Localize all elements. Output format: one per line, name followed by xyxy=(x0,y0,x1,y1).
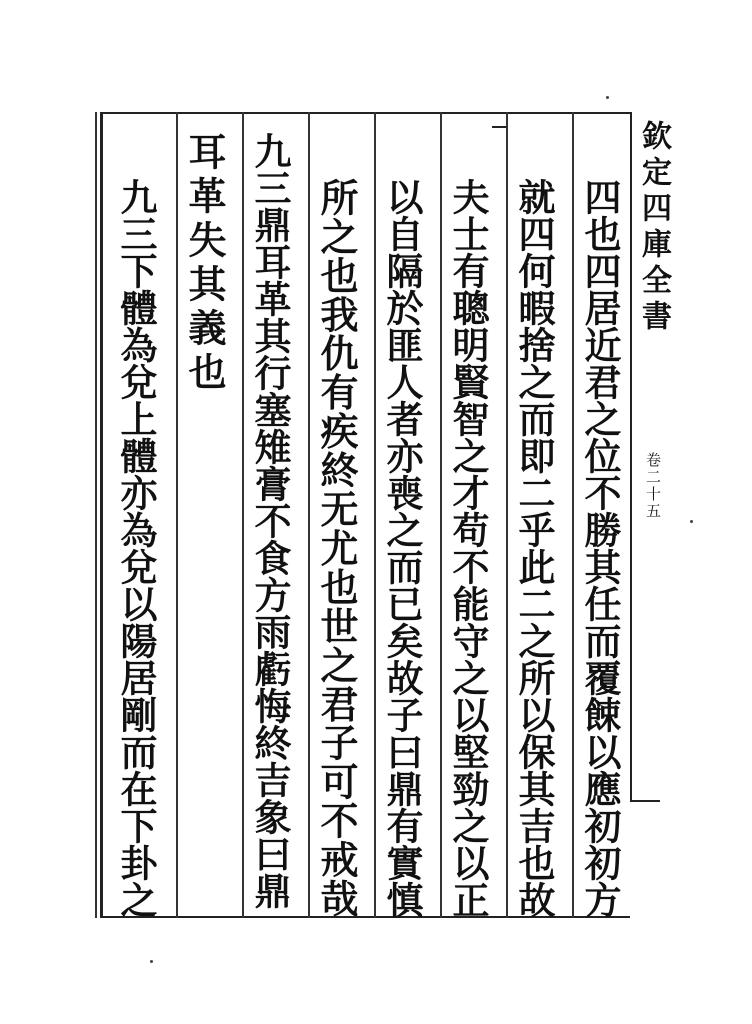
column-divider xyxy=(440,112,442,918)
text-column-8: 九三下體為兌上體亦為兌以陽居剛而在下卦之 xyxy=(114,178,158,918)
frame-left-rule xyxy=(95,112,97,918)
ink-speck xyxy=(606,96,609,99)
text-column-7: 耳革失其義也 xyxy=(182,132,227,396)
column-divider xyxy=(374,112,376,918)
text-column-4: 以自隔於匪人者亦喪之而已矣故子曰鼎有實慎 xyxy=(380,178,424,918)
ink-speck xyxy=(690,520,693,523)
text-column-5: 所之也我仇有疾終无尤也世之君子可不戒哉 xyxy=(314,178,359,918)
column-tab-mark xyxy=(492,126,506,128)
ink-speck xyxy=(150,960,153,963)
margin-column-rule xyxy=(630,112,632,802)
margin-bottom-rule xyxy=(632,800,660,802)
column-divider xyxy=(308,112,310,918)
column-divider xyxy=(176,112,178,918)
text-column-3: 夫士有聰明賢智之才苟不能守之以堅勁之以正 xyxy=(446,178,490,918)
column-divider xyxy=(242,112,244,918)
text-column-6: 九三鼎耳革其行塞雉膏不食方雨虧悔終吉象曰鼎 xyxy=(248,132,292,909)
volume-number: 卷二十五 xyxy=(644,452,662,520)
column-divider xyxy=(572,112,574,918)
book-title: 欽定四庫全書 xyxy=(636,120,671,336)
column-divider xyxy=(506,112,508,918)
text-column-1: 四也四居近君之位不勝其任而覆餗以應初初方 xyxy=(578,178,622,918)
text-column-2: 就四何暇捨之而即二乎此二之所以保其吉也故 xyxy=(512,178,556,918)
